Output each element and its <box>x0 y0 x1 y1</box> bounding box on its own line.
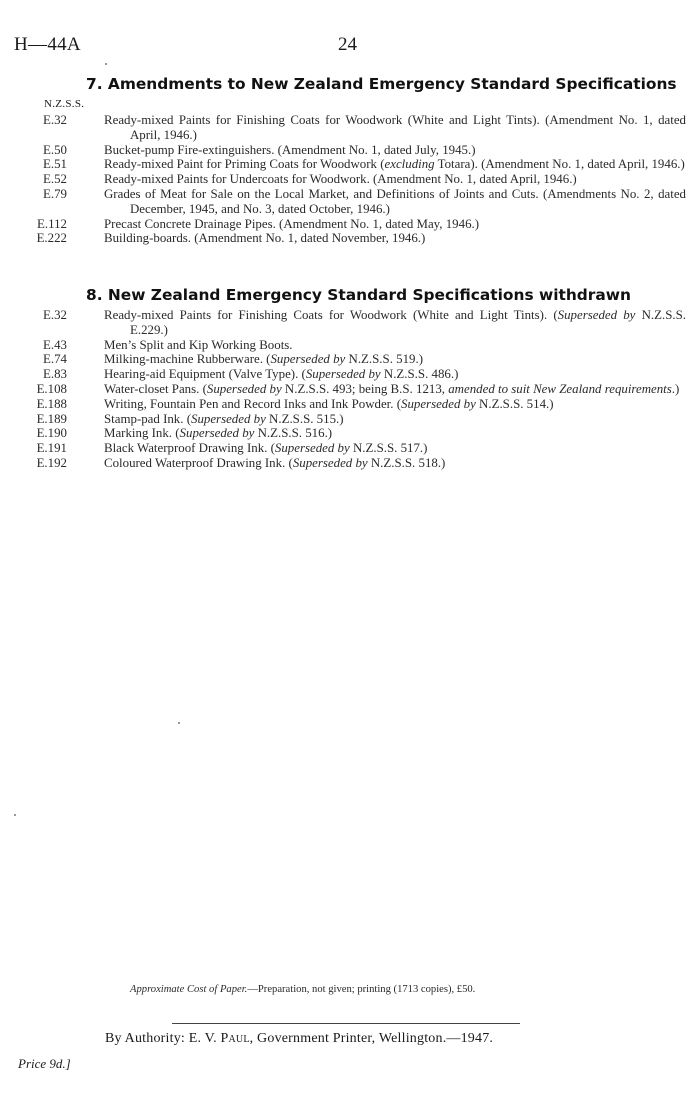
specification-entry <box>0 113 700 143</box>
cost-label: Approximate Cost of Paper. <box>130 984 248 995</box>
print-speck <box>178 722 180 724</box>
specification-description: Building-boards. (Amendment No. 1, dated November, 1946.) <box>104 231 426 246</box>
report-code: H—44A <box>14 34 81 55</box>
specification-entry <box>0 456 700 471</box>
specification-code: E.51 <box>43 157 67 172</box>
specification-entry <box>0 367 700 382</box>
specification-entry <box>0 441 700 456</box>
specification-entry <box>0 217 700 232</box>
specification-entry <box>0 143 700 158</box>
specification-entry <box>0 338 700 353</box>
section-7-heading: 7. Amendments to New Zealand Emergency Standard Specifications <box>86 75 677 93</box>
column-label: N.Z.S.S. <box>44 98 85 110</box>
specification-description: Grades of Meat for Sale on the Local Market, and Definitions of Joints and Cuts. (Amendments No. 2, dated December, 1945, and No. 3, dated October, 1946.) <box>104 186 686 216</box>
section-8-list <box>0 308 700 471</box>
specification-description: Ready-mixed Paint for Priming Coats for Woodwork (excluding Totara). (Amendment No. 1, dated April, 1946.) <box>104 157 685 172</box>
specification-code: E.112 <box>37 216 67 231</box>
section-8-heading: 8. New Zealand Emergency Standard Specifications withdrawn <box>86 286 631 304</box>
specification-entry <box>0 397 700 412</box>
specification-code: E.32 <box>43 308 67 322</box>
specification-code: E.192 <box>36 455 67 470</box>
specification-code: E.108 <box>36 381 67 396</box>
specification-code: E.83 <box>43 367 67 382</box>
section-7-list <box>0 113 700 246</box>
specification-code: E.79 <box>43 186 67 201</box>
specification-entry <box>0 157 700 172</box>
specification-description: Coloured Waterproof Drawing Ink. (Superseded by N.Z.S.S. 518.) <box>104 455 446 470</box>
print-speck <box>14 814 16 816</box>
price-note: Price 9d.] <box>18 1056 71 1071</box>
specification-code: E.222 <box>36 231 67 246</box>
cost-text: —Preparation, not given; printing (1713 copies), £50. <box>247 984 476 995</box>
specification-description: Black Waterproof Drawing Ink. (Superseded by N.Z.S.S. 517.) <box>104 441 428 456</box>
specification-code: E.191 <box>36 441 67 456</box>
authority-prefix: By Authority: E. V. <box>105 1031 221 1046</box>
specification-code: E.189 <box>36 411 67 426</box>
specification-entry <box>0 172 700 187</box>
specification-code: E.74 <box>43 352 67 367</box>
specification-code: E.190 <box>36 426 67 441</box>
specification-code: E.52 <box>43 172 67 187</box>
authority-line <box>105 1031 493 1047</box>
specification-code: E.43 <box>43 337 67 352</box>
specification-code: E.50 <box>43 142 67 157</box>
specification-description: Ready-mixed Paints for Finishing Coats for Woodwork (White and Light Tints). (Amendment No. 1, dated April, 1946.) <box>104 113 686 142</box>
specification-entry <box>0 308 700 338</box>
specification-description: Writing, Fountain Pen and Record Inks and Ink Powder. (Superseded by N.Z.S.S. 514.) <box>104 396 554 411</box>
authority-suffix: , Government Printer, Wellington.—1947. <box>249 1031 494 1046</box>
specification-description: Marking Ink. (Superseded by N.Z.S.S. 516.) <box>104 426 333 441</box>
print-speck <box>105 63 107 65</box>
specification-description: Water-closet Pans. (Superseded by N.Z.S.S. 493; being B.S. 1213, amended to suit New Zealand requirements.) <box>104 381 680 396</box>
divider <box>172 1023 520 1024</box>
specification-description: Hearing-aid Equipment (Valve Type). (Superseded by N.Z.S.S. 486.) <box>104 367 459 382</box>
cost-of-paper-note <box>130 984 475 995</box>
specification-description: Ready-mixed Paints for Undercoats for Woodwork. (Amendment No. 1, dated April, 1946.) <box>104 172 577 187</box>
specification-entry <box>0 231 700 246</box>
specification-entry <box>0 412 700 427</box>
specification-description: Milking-machine Rubberware. (Superseded by N.Z.S.S. 519.) <box>104 352 423 367</box>
specification-description: Men’s Split and Kip Working Boots. <box>104 337 293 352</box>
specification-entry <box>0 352 700 367</box>
specification-description: Ready-mixed Paints for Finishing Coats for Woodwork (White and Light Tints). (Superseded by N.Z.S.S. E.229.) <box>104 308 686 337</box>
page-number: 24 <box>338 34 357 55</box>
specification-code: E.188 <box>36 396 67 411</box>
specification-entry <box>0 382 700 397</box>
specification-description: Bucket-pump Fire-extinguishers. (Amendment No. 1, dated July, 1945.) <box>104 142 476 157</box>
printer-name: Paul <box>220 1031 250 1046</box>
specification-entry <box>0 426 700 441</box>
specification-description: Precast Concrete Drainage Pipes. (Amendment No. 1, dated May, 1946.) <box>104 216 480 231</box>
specification-entry <box>0 187 700 217</box>
specification-code: E.32 <box>43 113 67 127</box>
specification-description: Stamp-pad Ink. (Superseded by N.Z.S.S. 515.) <box>104 411 344 426</box>
